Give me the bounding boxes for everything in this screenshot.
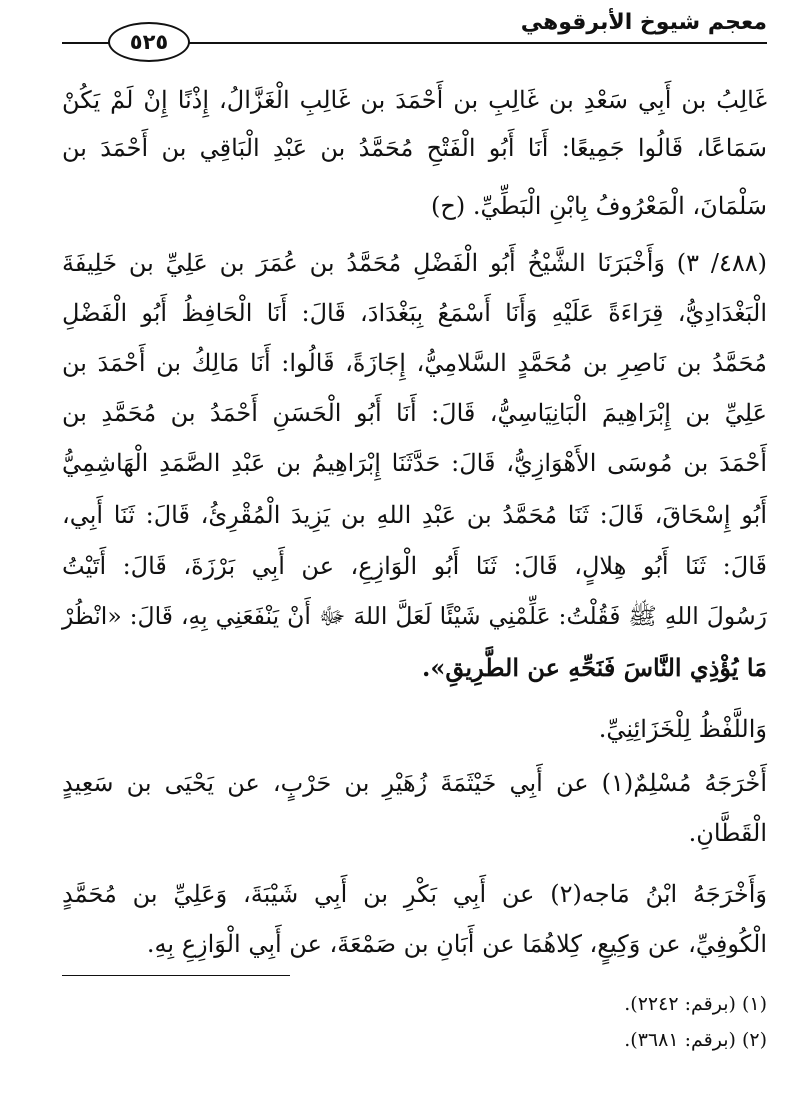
text-line: مُحَمَّدُ بن نَاصِرِ بن مُحَمَّدٍ السَّلامِيُّ، إِجَازَةً، قَالُوا: أَنَا مَالِكُ بن أَحْمَدَ بن (62, 349, 767, 377)
text-line: عَلِيِّ بن إِبْرَاهِيمَ الْبَانِيَاسِيُّ، قَالَ: أَنَا أَبُو الْحَسَنِ أَحْمَدُ بن مُحَمَّدِ بن (62, 399, 767, 427)
text-line: رَسُولَ اللهِ ﷺ فَقُلْتُ: عَلِّمْنِي شَيْئًا لَعَلَّ اللهَ ﷻ أَنْ يَنْفَعَنِي بِهِ، قَالَ: «انْظُرْ (62, 602, 767, 630)
text-line: الْقَطَّانِ. (688, 819, 767, 847)
text-line: سَلْمَانَ، الْمَعْرُوفُ بِابْنِ الْبَطِّيِّ. (ح) (431, 192, 767, 220)
text-line: الْكُوفِيِّ، عن وَكِيعٍ، كِلاهُمَا عن أَبَانِ بن صَمْعَةَ، عن أَبِي الْوَازِعِ بِهِ. (146, 930, 767, 958)
hadith-text-bold: مَا يُؤْذِي النَّاسَ فَنَحِّهِ عن الطَّرِيقِ». (422, 653, 767, 682)
text-line: وَاللَّفْظُ لِلْخَزَائِنِيِّ. (598, 715, 767, 743)
hadith-488-line: (٤٨٨/ ٣) وَأَخْبَرَنَا الشَّيْخُ أَبُو الْفَضْلِ مُحَمَّدُ بن عُمَرَ بن عَلِيِّ بن خَلِيفَةَ (62, 249, 767, 277)
footnote-2: (٢) (برقم: ٣٦٨١). (624, 1029, 767, 1051)
text-line: سَمَاعًا، قَالُوا جَمِيعًا: أَنَا أَبُو الْفَتْحِ مُحَمَّدُ بن عَبْدِ الْبَاقِي بن أَحْمَدَ بن (62, 134, 767, 162)
text-line: أَحْمَدَ بن مُوسَى الأَهْوَازِيُّ، قَالَ: حَدَّثَنَا إِبْرَاهِيمُ بن عَبْدِ الصَّمَدِ الْهَاشِمِيُّ (62, 449, 767, 477)
text-line: غَالِبُ بن أَبِي سَعْدِ بن غَالِبِ بن أَحْمَدَ بن غَالِبِ الْغَزَّالُ، إِذْنًا إِنْ لَمْ يَكُنْ (62, 86, 767, 114)
running-title: معجم شيوخ الأبرقوهي (520, 10, 767, 35)
text-line: أَبُو إِسْحَاقَ، قَالَ: ثَنَا مُحَمَّدُ بن عَبْدِ اللهِ بن يَزِيدَ الْمُقْرِئُ، قَالَ: ثَنَا أَبِي، (62, 501, 767, 529)
footnote-divider (62, 975, 290, 976)
takhrij-line: وَأَخْرَجَهُ ابْنُ مَاجه(٢) عن أَبِي بَكْرِ بن أَبِي شَيْبَةَ، وَعَلِيِّ بن مُحَمَّدٍ (62, 880, 767, 908)
text-line: قَالَ: ثَنَا أَبُو هِلالٍ، قَالَ: ثَنَا أَبُو الْوَازِعِ، عن أَبِي بَرْزَةَ، قَالَ: أَتَيْتُ (62, 552, 767, 580)
page-number-badge (108, 22, 190, 62)
footnote-1: (١) (برقم: ٢٢٤٢). (624, 993, 767, 1015)
takhrij-line: أَخْرَجَهُ مُسْلِمٌ(١) عن أَبِي خَيْثَمَةَ زُهَيْرِ بن حَرْبٍ، عن يَحْيَى بن سَعِيدٍ (62, 769, 767, 797)
page-number: ٥٢٥ (129, 30, 169, 54)
text-line: الْبَغْدَادِيُّ، قِرَاءَةً عَلَيْهِ وَأَنَا أَسْمَعُ بِبَغْدَادَ، قَالَ: أَنَا الْحَافِظُ أَبُو الْفَضْلِ (62, 299, 767, 327)
